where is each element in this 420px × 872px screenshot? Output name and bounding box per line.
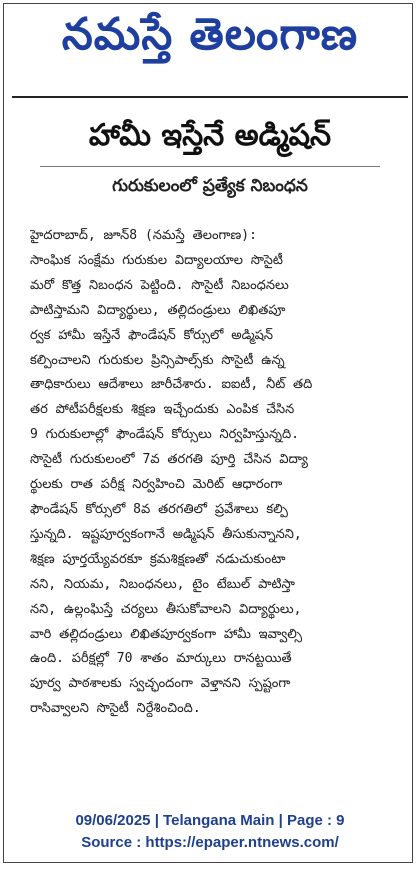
article-line: సాంఘిక సంక్షేమ గురుకుల విద్యాలయాల సొసైటీ <box>30 252 283 268</box>
article-line: స్తున్నది. ఇష్టపూర్వకంగానే అడ్మిషన్ తీసుకున్నానని, <box>30 526 302 542</box>
article-body <box>30 224 392 722</box>
article-line: కల్పించాలని గురుకుల ప్రిన్సిపాల్స్‌కు సొసైటీ ఉన్న <box>30 352 285 368</box>
article-line: సొసైటీ గురుకులంలో 7వ తరగతి పూర్తి చేసిన విద్యా <box>30 452 309 468</box>
masthead-logo: నమస్తే తెలంగాణ <box>61 9 359 60</box>
article-line: మరో కొత్త నిబంధన పెట్టింది. సొసైటీ నిబంధనలు <box>30 277 289 293</box>
subheadline: గురుకులంలో ప్రత్యేక నిబంధన <box>112 176 308 196</box>
footer-edition-info: 09/06/2025 | Telangana Main | Page : 9 <box>75 812 345 829</box>
article-line: నని, ఉల్లంఘిస్తే చర్యలు తీసుకోవాలని విద్యార్థులు, <box>30 601 302 617</box>
article-line: శిక్షణ పూర్తయ్యేవరకూ క్రమశిక్షణతో నడుచుకుంటా <box>30 551 286 567</box>
headline: హామీ ఇస్తేనే అడ్మిషన్ <box>88 118 332 153</box>
article-line: హైదరాబాద్, జూన్8 (నమస్తే తెలంగాణ): <box>30 228 257 243</box>
article-line: 9 గురుకులాల్లో ఫౌండేషన్ కోర్సులు నిర్వహిస్తున్నది. <box>30 427 299 443</box>
article-line: పాటిస్తామని విద్యార్థులు, తల్లిదండ్రులు లిఖితపూ <box>30 302 286 318</box>
article-line: తాధికారులు ఆదేశాలు జారీచేశారు. ఐఐటీ, నీట్ తది <box>30 377 313 393</box>
divider-top <box>12 96 408 98</box>
divider-headline <box>40 166 380 167</box>
masthead <box>0 0 420 80</box>
article-line: నని, నియమ, నిబంధనలు, టైం టేబుల్ పాటిస్తా <box>30 576 295 592</box>
article-line: ఫౌండేషన్ కోర్సులో 8వ తరగతిలో ప్రవేశాలు కల్పి <box>30 501 288 517</box>
footer-source-link[interactable]: Source : https://epaper.ntnews.com/ <box>81 834 339 851</box>
article-line: ర్వక హామీ ఇస్తేనే ఫౌండేషన్ కోర్సులో అడ్మిషన్ <box>30 327 274 343</box>
article-line: రాసివ్వాలని సొసైటీ నిర్దేశించింది. <box>30 701 201 717</box>
article-line: తర పోటీపరీక్షలకు శిక్షణ ఇచ్చేందుకు ఎంపిక చేసిన <box>30 402 295 418</box>
article-line: పూర్వ పాఠశాలకు స్వచ్ఛందంగా వెళ్తానని స్పష్టంగా <box>30 676 291 692</box>
article-line: ర్థులకు రాత పరీక్ష నిర్వహించి మెరిట్ ఆధారంగా <box>30 477 283 493</box>
article-line: ఉంది. పరీక్షల్లో 70 శాతం మార్కులు రానట్టయితే <box>30 651 292 667</box>
article-line: వారి తల్లిదండ్రులు లిఖితపూర్వకంగా హామీ ఇవ్వాల్సి <box>30 626 303 642</box>
